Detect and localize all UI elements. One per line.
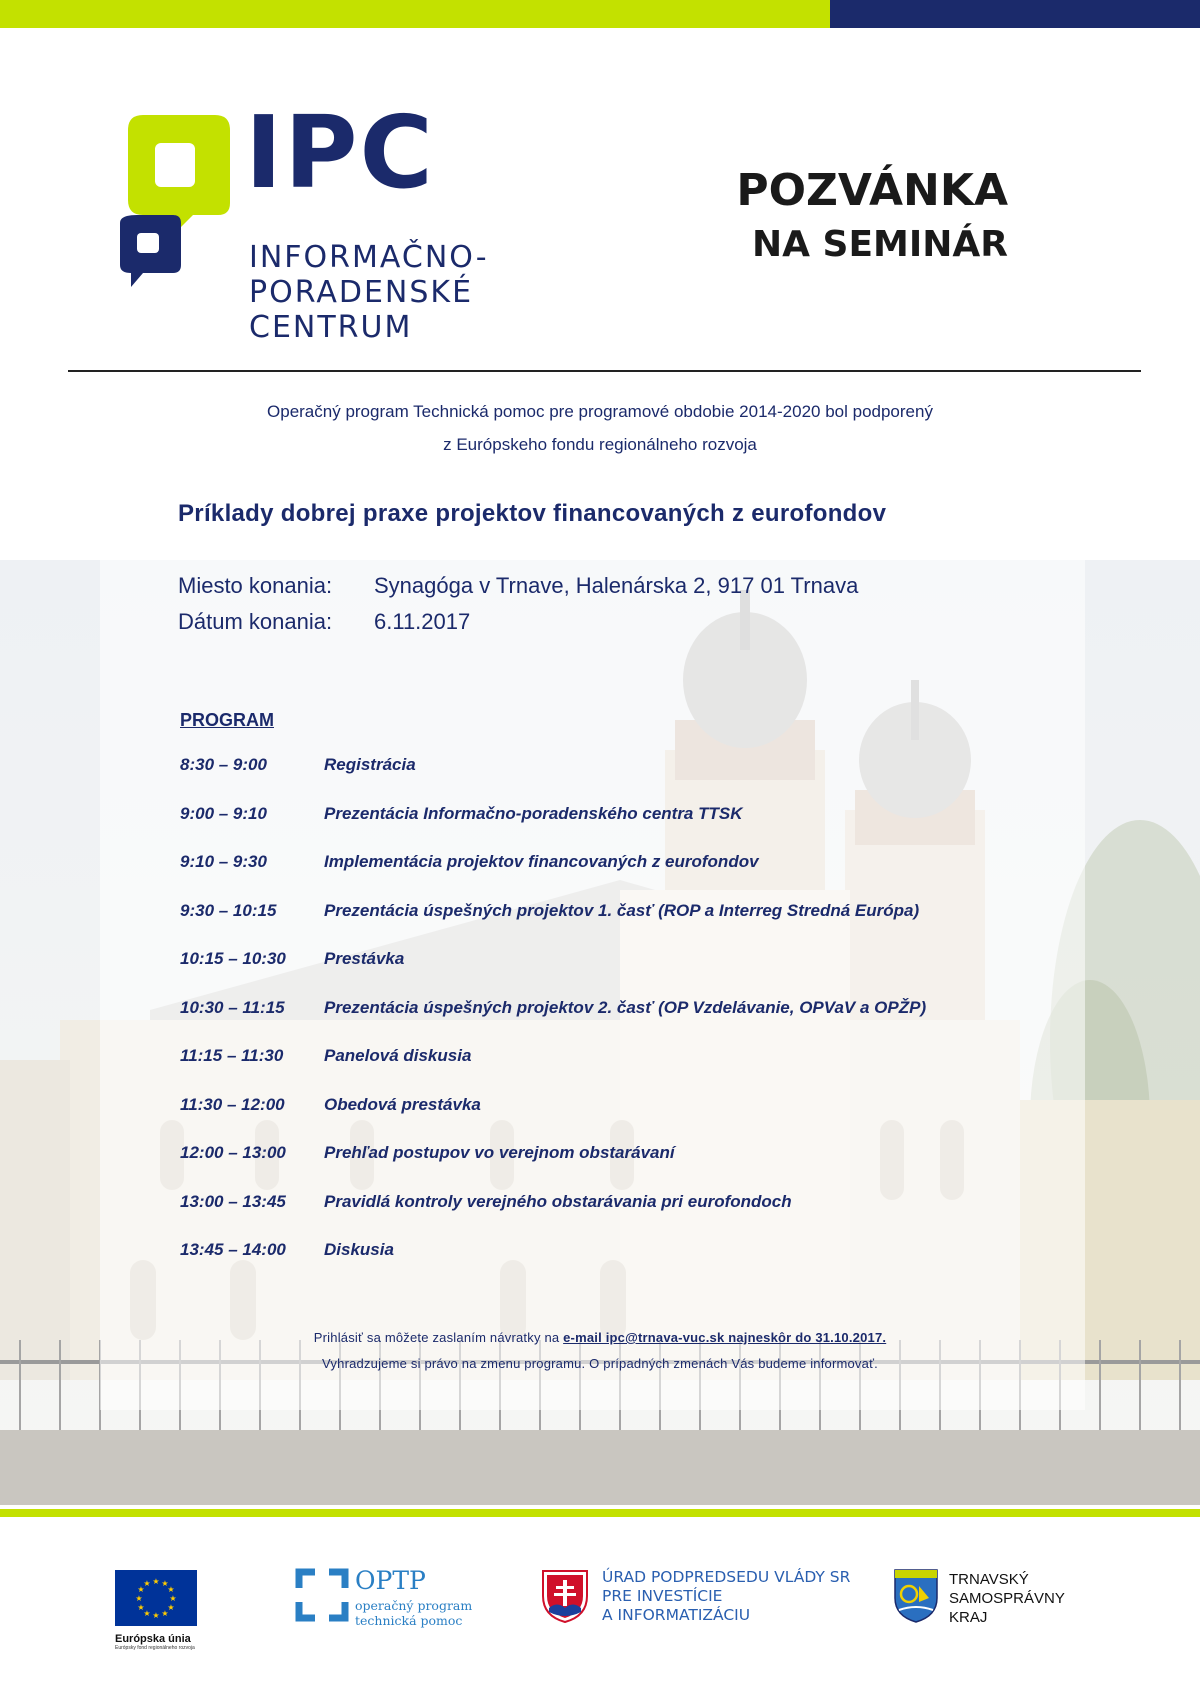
logo-line-1: INFORMAČNO- [249, 240, 489, 275]
program-change-note: Vyhradzujeme si právo na zmenu programu. O prípadných zmenách Vás budeme informovať. [322, 1356, 878, 1371]
venue-details [178, 568, 858, 640]
svg-text:★: ★ [161, 1579, 169, 1588]
agenda-row [180, 804, 1080, 853]
svg-text:★: ★ [135, 1594, 143, 1603]
agenda-title: Obedová prestávka [324, 1094, 481, 1114]
optp-logo [295, 1566, 473, 1628]
svg-text:★: ★ [167, 1603, 175, 1612]
eu-logo [115, 1570, 197, 1651]
ipc-logo [115, 94, 495, 345]
agenda-row [180, 1143, 1080, 1192]
optp-subtitle [355, 1598, 472, 1628]
agenda-time: 9:10 – 9:30 [180, 852, 267, 871]
agenda-title: Panelová diskusia [324, 1046, 472, 1065]
registration-line [0, 1325, 1200, 1351]
date-label: Dátum konania: [178, 609, 333, 634]
eu-fund-name: Európsky fond regionálneho rozvoja [115, 1645, 195, 1651]
agenda-time: 9:00 – 9:10 [180, 803, 267, 823]
eu-flag-icon [115, 1570, 197, 1626]
date-row [178, 604, 858, 640]
agenda-time: 13:00 – 13:45 [180, 1191, 286, 1211]
svg-text:★: ★ [137, 1603, 145, 1612]
agenda-title: Implementácia projektov financovaných z eurofondov [324, 852, 759, 871]
program-agenda [180, 755, 1080, 1289]
ttsk-logo [893, 1568, 1065, 1629]
agenda-title: Pravidlá kontroly verejného obstarávania pri eurofondoch [324, 1191, 792, 1211]
agenda-title: Prestávka [324, 949, 405, 968]
agenda-time: 10:30 – 11:15 [180, 997, 285, 1017]
agenda-row [180, 998, 1080, 1047]
agenda-time: 10:15 – 10:30 [180, 949, 286, 968]
urad-line-1: ÚRAD PODPREDSEDU VLÁDY SR [602, 1568, 851, 1586]
svg-text:★: ★ [167, 1585, 175, 1594]
agenda-row [180, 1240, 1080, 1289]
header-divider [68, 370, 1141, 372]
ttsk-line-1: TRNAVSKÝ [949, 1571, 1029, 1588]
agenda-title: Prezentácia úspešných projektov 1. časť (ROP a Interreg Stredná Európa) [324, 900, 920, 920]
agenda-row [180, 755, 1080, 804]
support-line-2: z Európskeho fondu regionálneho rozvoja [443, 435, 757, 454]
agenda-title: Diskusia [324, 1240, 394, 1259]
registration-prefix: Prihlásiť sa môžete zaslaním návratky na [313, 1330, 564, 1345]
agenda-row [180, 949, 1080, 998]
optp-bracket-icon [295, 1568, 349, 1622]
agenda-time: 9:30 – 10:15 [180, 900, 277, 920]
venue-label: Miesto konania: [178, 573, 333, 598]
speech-bubble-icon [115, 115, 240, 315]
top-bar-navy [830, 0, 1200, 28]
svg-text:★: ★ [152, 1611, 160, 1620]
optp-subtitle-line-1: operačný program [355, 1598, 473, 1613]
agenda-time: 12:00 – 13:00 [180, 1143, 286, 1162]
title-line-2: NA SEMINÁR [752, 224, 1008, 265]
date-value: 6.11.2017 [374, 609, 471, 634]
urad-line-3: A INFORMATIZÁCIU [602, 1606, 751, 1624]
agenda-row [180, 901, 1080, 950]
ttsk-coat-of-arms-icon [893, 1568, 939, 1624]
support-line-1: Operačný program Technická pomoc pre programové obdobie 2014-2020 bol podporený [267, 402, 933, 421]
registration-email-link[interactable]: e-mail ipc@trnava-vuc.sk najneskôr do 31.10.2017. [563, 1330, 887, 1345]
program-heading: PROGRAM [180, 710, 274, 730]
registration-note [0, 1325, 1200, 1377]
urad-line-2: PRE INVESTÍCIE [602, 1587, 723, 1605]
ttsk-line-3: KRAJ [949, 1609, 988, 1626]
ttsk-line-2: SAMOSPRÁVNY [949, 1590, 1065, 1607]
support-statement [0, 395, 1200, 461]
agenda-title: Registrácia [324, 755, 416, 774]
logo-abbreviation: IPC [245, 94, 435, 211]
svg-text:★: ★ [137, 1585, 145, 1594]
svg-text:★: ★ [143, 1579, 151, 1588]
optp-subtitle-line-2: technická pomoc [355, 1613, 463, 1628]
ttsk-text [949, 1570, 1065, 1627]
optp-name: OPTP [355, 1566, 426, 1595]
svg-text:★: ★ [143, 1609, 151, 1618]
svg-text:★: ★ [161, 1609, 169, 1618]
svg-text:★: ★ [152, 1577, 160, 1586]
venue-value: Synagóga v Trnave, Halenárska 2, 917 01 Trnava [374, 573, 859, 598]
slovak-coat-of-arms-icon [540, 1568, 590, 1624]
agenda-title: Prezentácia Informačno-poradenského centra TTSK [324, 803, 743, 823]
venue-row [178, 568, 858, 604]
agenda-time: 11:30 – 12:00 [180, 1094, 285, 1114]
urad-text [602, 1568, 850, 1625]
agenda-title: Prehľad postupov vo verejnom obstarávaní [324, 1143, 675, 1162]
logo-line-3: CENTRUM [249, 310, 413, 345]
title-line-1: POZVÁNKA [736, 165, 1008, 216]
urad-podpredsedu-logo [540, 1568, 851, 1629]
agenda-row [180, 1095, 1080, 1144]
agenda-time: 13:45 – 14:00 [180, 1240, 286, 1259]
footer-divider [0, 1509, 1200, 1517]
agenda-time: 8:30 – 9:00 [180, 755, 267, 774]
agenda-title: Prezentácia úspešných projektov 2. časť (OP Vzdelávanie, OPVaV a OPŽP) [324, 997, 927, 1017]
seminar-headline: Príklady dobrej praxe projektov financovaných z eurofondov [178, 500, 887, 527]
top-bar-green [0, 0, 830, 28]
agenda-row [180, 1192, 1080, 1241]
logo-line-2: PORADENSKÉ [249, 275, 474, 310]
invitation-title [736, 162, 1008, 270]
agenda-time: 11:15 – 11:30 [180, 1046, 284, 1065]
agenda-row [180, 852, 1080, 901]
svg-text:★: ★ [169, 1594, 177, 1603]
agenda-row [180, 1046, 1080, 1095]
eu-name: Európska únia [115, 1633, 191, 1645]
